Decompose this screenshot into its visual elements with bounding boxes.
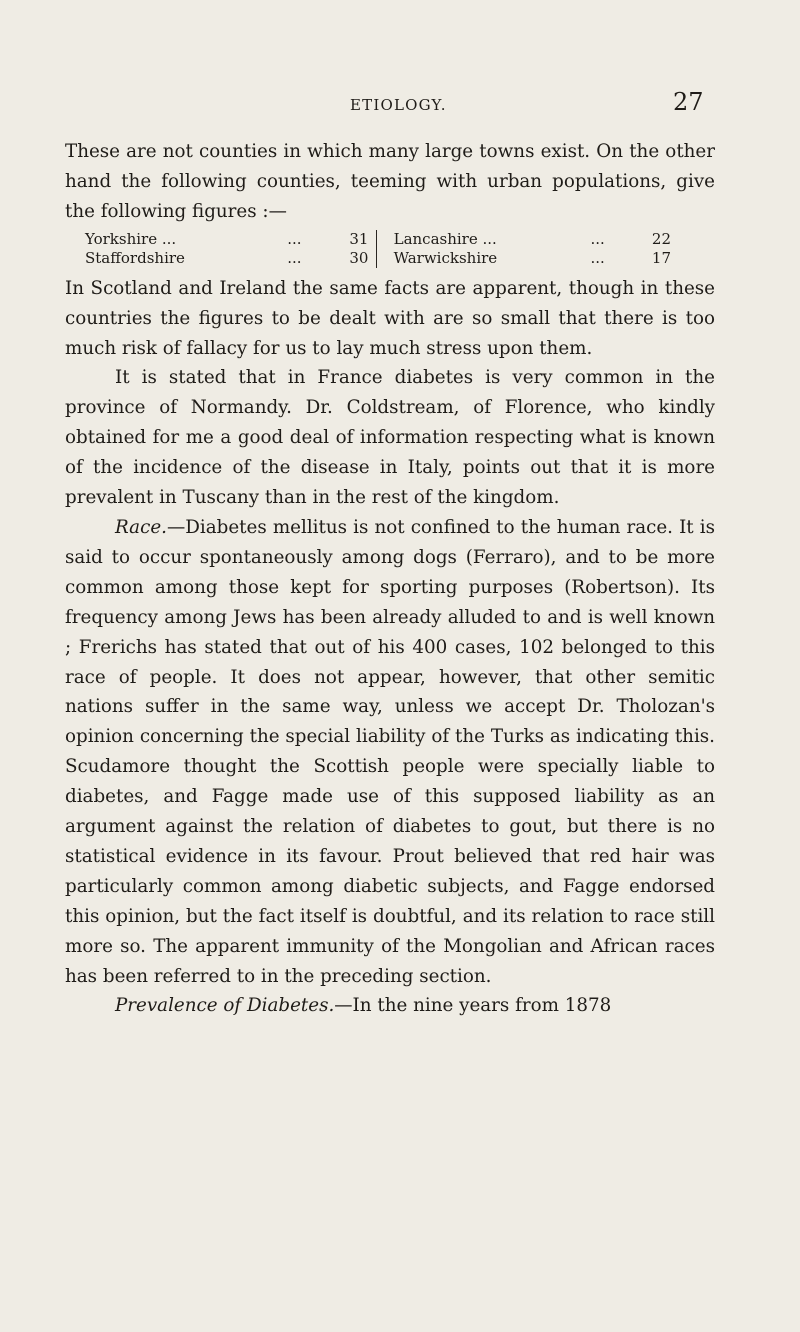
- leader-dots: ...: [590, 248, 605, 267]
- county-name: Staffordshire: [85, 248, 185, 267]
- table-row: [85, 249, 671, 268]
- page-number: 27: [673, 88, 704, 116]
- leader-dots: ...: [287, 229, 302, 248]
- county-value: 30: [349, 248, 369, 267]
- paragraph-3: It is stated that in France diabetes is very common in the province of Normandy. Dr. Coldstream, of Florence, who kindly obtained for me a good deal of information respecting what is known of the incidence of the disease in Italy, points out that it is more prevalent in Tuscany than in the rest of the kingdom.: [65, 367, 715, 509]
- county-name: Warwickshire: [393, 248, 498, 267]
- paragraph-5: [65, 991, 715, 1021]
- leader-dots: ...: [590, 229, 605, 248]
- county-figures-table: [85, 230, 671, 268]
- paragraph-5-text: —In the nine years from 1878: [334, 995, 612, 1017]
- county-value: 31: [349, 229, 369, 248]
- paragraph-1: These are not counties in which many large towns exist. On the other hand the following counties, teeming with urban populations, give the following figures :—: [65, 141, 715, 222]
- paragraph-2: In Scotland and Ireland the same facts are apparent, though in these countries the figures to be dealt with are so small that there is too much risk of fallacy for us to lay much stress upon them.: [65, 277, 715, 359]
- county-value: 17: [651, 248, 671, 267]
- paragraph-4: [65, 513, 715, 992]
- leader-dots: ...: [287, 248, 302, 267]
- section-heading-prevalence: Prevalence of Diabetes.: [115, 995, 335, 1017]
- county-name: Lancashire ...: [393, 229, 497, 248]
- running-title: ETIOLOGY.: [350, 96, 447, 114]
- county-name: Yorkshire ...: [85, 229, 177, 248]
- table-row: [85, 230, 671, 249]
- paragraph-4-text: —Diabetes mellitus is not confined to the human race. It is said to occur spontaneously among dogs (Ferraro), and to be more common among those kept for sporting purposes (Robertson). Its frequency among Jews has been already alluded to and is well known ; Frerichs has stated that out of his 400 cases, 102 belonged to this race of people. It does not appear, however, that other semitic nations suffer in the same way, unless we accept Dr. Tholozan's opinion concerning the special liability of the Turks as indicating this. Scudamore thought the Scottish people were specially liable to diabetes, and Fagge made use of this supposed liability as an argument against the relation of diabetes to gout, but there is no statistical evidence in its favour. Prout believed that red hair was particularly common among diabetic subjects, and Fagge endorsed this opinion, but the fact itself is doubtful, and its relation to race still more so. The apparent immunity of the Mongolian and African races has been referred to in the preceding section.: [65, 516, 715, 987]
- body-text: [65, 137, 715, 1021]
- running-head: [0, 88, 800, 122]
- section-heading-race: Race.: [115, 516, 167, 538]
- county-value: 22: [651, 229, 671, 248]
